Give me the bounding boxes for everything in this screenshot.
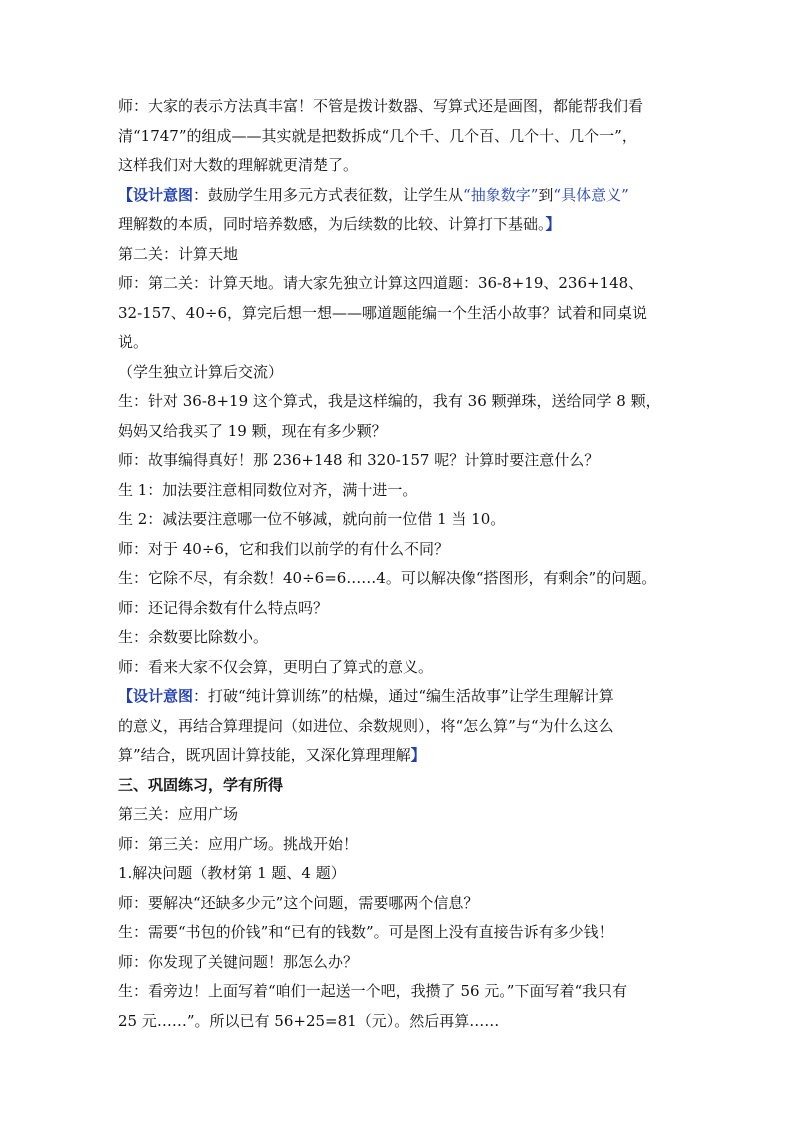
stage-direction: （学生独立计算后交流） [118,362,284,381]
dialogue-line: 生：针对 36-8+19 这个算式，我是这样编的，我有 36 颗弹珠，送给同学 8 颗， [118,392,661,410]
intent-text: ：鼓励学生用多元方式表征数，让学生从 [193,185,464,204]
section-heading: 三、巩固练习，学有所得 [118,775,284,794]
dialogue-line: 师：要解决“还缺多少元”这个问题，需要哪两个信息？ [118,893,479,912]
intent-bracket-open: 【 [118,687,134,705]
dialogue-line: 32-157、40÷6，算完后想一想——哪道题能编一个生活小故事？试着和同桌说 [118,303,647,322]
dialogue-line: 师：对于 40÷6，它和我们以前学的有什么不同？ [118,539,449,558]
dialogue-line: 师：第二关：计算天地。请大家先独立计算这四道题：36-8+19、236+148、 [118,274,644,292]
dialogue-line: 生 1：加法要注意相同数位对齐，满十进一。 [118,480,418,499]
dialogue-line: 师：你发现了关键问题！那怎么办？ [118,952,359,971]
design-intent-line [118,210,678,240]
dialogue-line: 师：看来大家不仅会算，更明白了算式的意义。 [118,657,434,676]
intent-label: 设计意图 [133,687,194,705]
section-subheading: 第三关：应用广场 [118,805,239,823]
dialogue-line: 说。 [118,333,149,351]
dialogue-line: 妈妈又给我买了 19 颗，现在有多少颗？ [118,421,387,440]
intent-text: 到 [538,185,554,204]
dialogue-line: 生：它除不尽，有余数！40÷6=6……4。可以解决像“搭图形，有剩余”的问题。 [118,569,657,587]
intent-label: 设计意图 [133,185,194,204]
section-subheading: 第二关：计算天地 [118,244,239,263]
dialogue-line: 师：故事编得真好！那 236+148 和 320-157 呢？计算时要注意什么？ [118,451,600,469]
document-page [118,92,678,1036]
exercise-item: 1.解决问题（教材第 1 题、4 题） [118,864,346,882]
intent-text: ：打破“纯计算训练”的枯燥，通过“编生活故事”让学生理解计算 [193,687,614,705]
dialogue-line: 25 元……”。所以已有 56+25=81（元）。然后再算…… [118,1011,500,1030]
design-intent-line: 的意义，再结合算理提问（如进位、余数规则），将“怎么算”与“为什么这么 [118,716,614,735]
intent-text: 理解数的本质，同时培养数感，为后续数的比较、计算打下基础。 [118,215,546,233]
intent-bracket-close: 】 [410,746,426,764]
dialogue-line: 生：需要“书包的价钱”和“已有的钱数”。可是图上没有直接告诉有多少钱！ [118,923,614,941]
intent-highlight: “具体意义” [553,185,629,204]
intent-bracket-close: 】 [545,215,561,233]
dialogue-line: 生：余数要比除数小。 [118,628,269,646]
dialogue-line: 师：第三关：应用广场。挑战开始！ [118,834,359,853]
design-intent-line [118,181,678,211]
dialogue-line: 师：大家的表示方法真丰富！不管是拨计数器、写算式还是画图，都能帮我们看 [118,97,644,115]
dialogue-line: 师：还记得余数有什么特点吗？ [118,598,329,617]
intent-highlight: “抽象数字” [463,185,539,204]
dialogue-line: 生 2：减法要注意哪一位不够减，就向前一位借 1 当 10。 [118,510,506,528]
intent-bracket-open: 【 [118,185,134,204]
dialogue-line: 生：看旁边！上面写着“咱们一起送一个吧，我攒了 56 元。”下面写着“我只有 [118,982,628,1000]
design-intent-line [118,682,678,712]
dialogue-line: 这样我们对大数的理解就更清楚了。 [118,156,359,174]
design-intent-line [118,741,678,771]
intent-text: 算”结合，既巩固计算技能，又深化算理理解 [118,746,411,764]
dialogue-line: 清“1747”的组成——其实就是把数拆成“几个千、几个百、几个十、几个一”， [118,126,637,145]
